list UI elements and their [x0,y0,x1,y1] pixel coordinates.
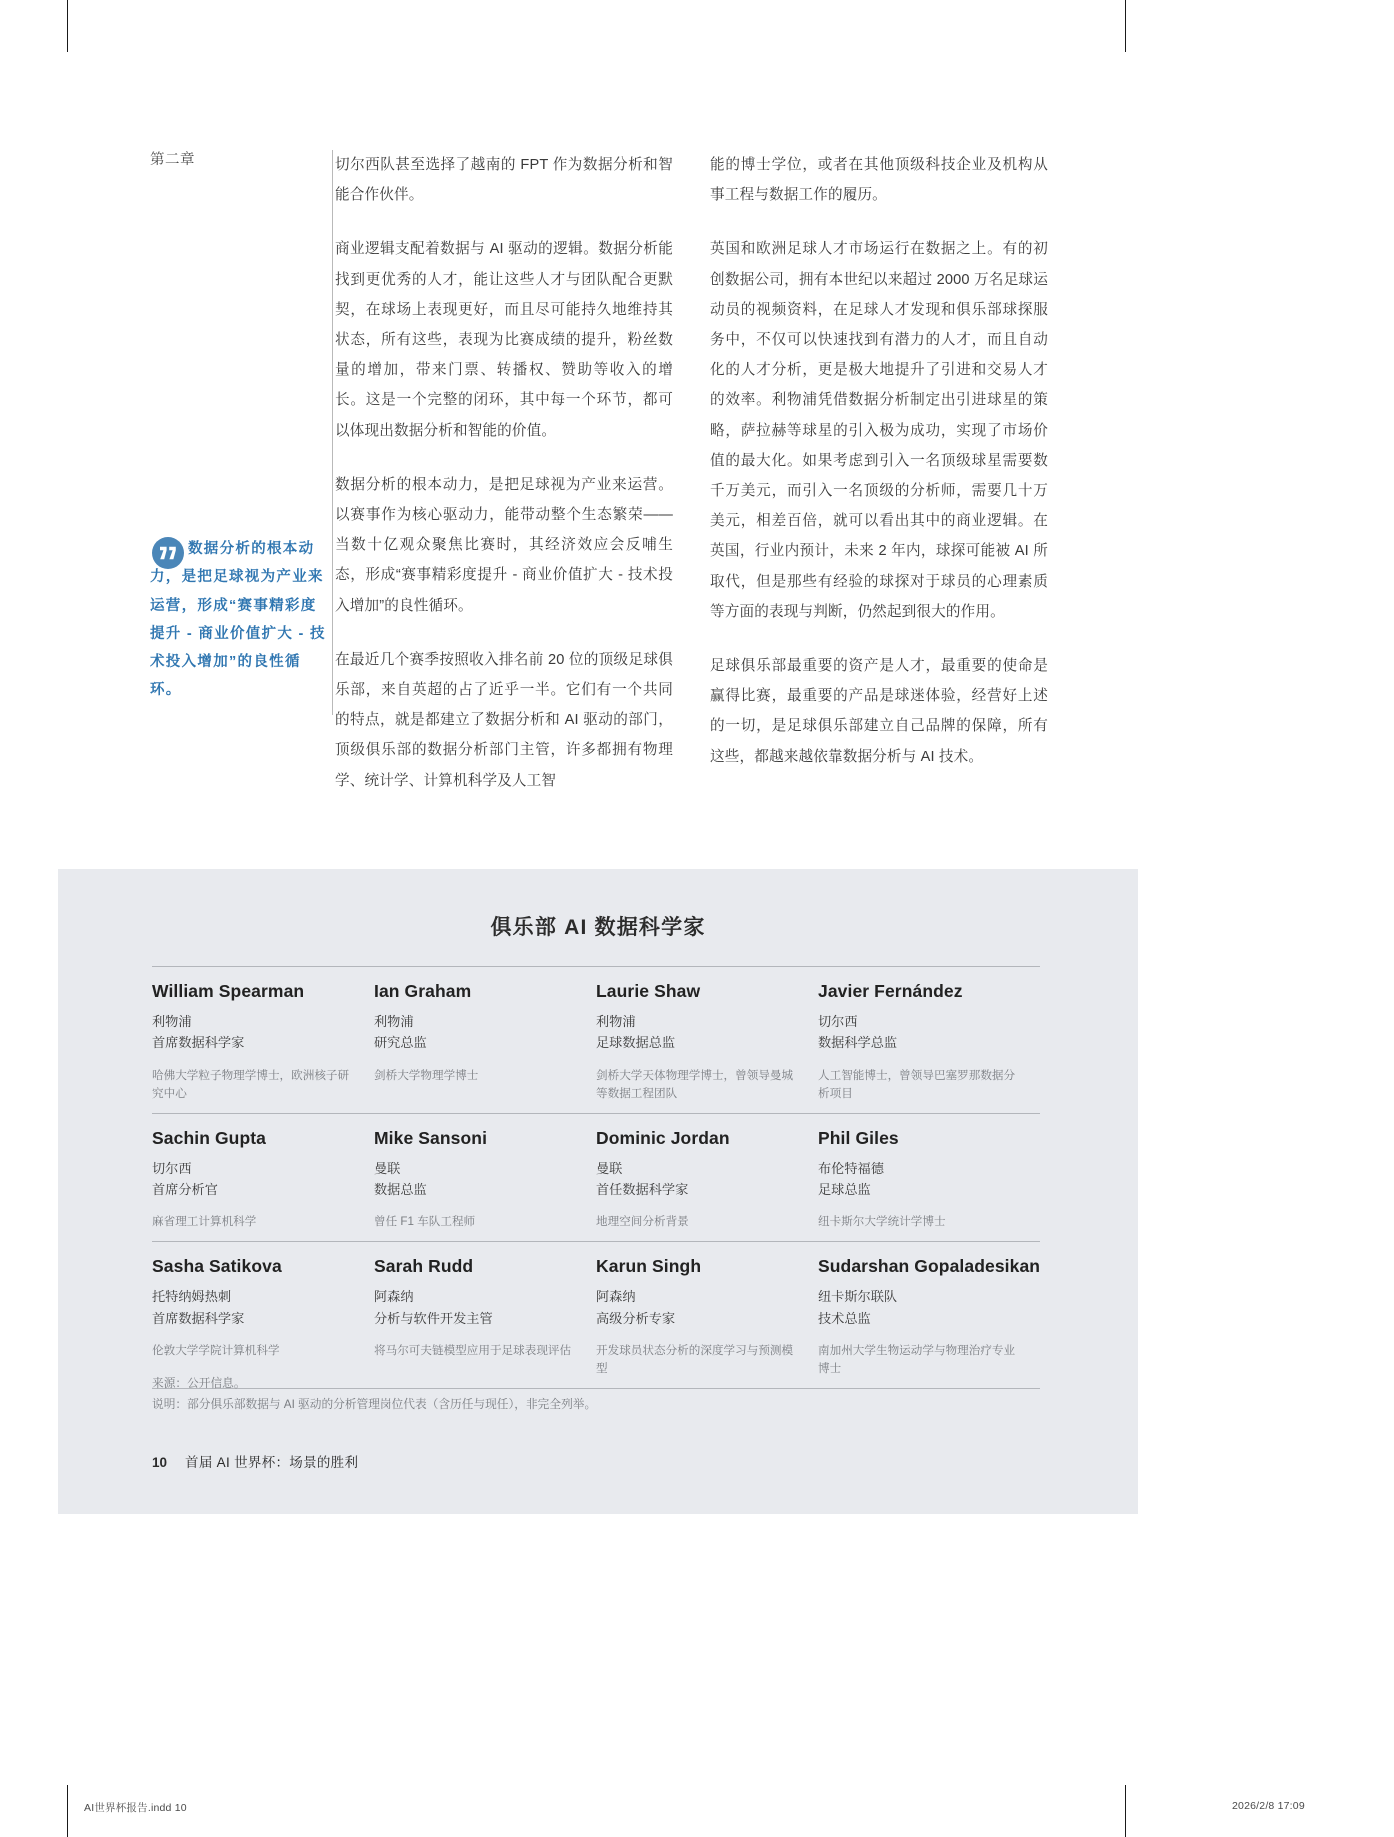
person-club: 利物浦 [596,1014,636,1029]
person-note: 曾任 F1 车队工程师 [374,1215,476,1229]
person-role: 高级分析专家 [596,1310,676,1326]
panel-title: 俱乐部 AI 数据科学家 [490,916,706,939]
paragraph: 英国和欧洲足球人才市场运行在数据之上。有的初创数据公司，拥有本世纪以来超过 2000 万名足球运动员的视频资料，在足球人才发现和俱乐部球探服务中，不仅可以快速找到有潜力的人才，而且自动化的人才分析，更是极大地提升了引进和交易人才的效率。利物浦凭借数据分析制定出引进球星的策略，萨拉赫等球星的引入极为成功，实现了市场价值的最大化。如果考虑到引入一名顶级球星需要数千万美元，而引入一名顶级的分析师，需要几十万美元，相差百倍，就可以看出其中的商业逻辑。在英国，行业内预计，未来 2 年内，球探可能被 AI 所取代，但是那些有经验的球探对于球员的心理素质等方面的表现与判断，仍然起到很大的作用。 [710,241,1048,620]
person-name: Karun Singh [596,1256,702,1277]
person-role: 首任数据科学家 [596,1182,689,1198]
person-name: Sarah Rudd [374,1256,474,1277]
table-cell [818,981,1040,1103]
table-cell [152,1256,374,1378]
person-note: 南加州大学生物运动学与物理治疗专业博士 [818,1344,1016,1376]
person-role: 技术总监 [818,1310,871,1326]
person-note: 人工智能博士，曾领导巴塞罗那数据分析项目 [818,1068,1016,1100]
person-role: 研究总监 [374,1035,427,1051]
data-scientists-table [152,966,1040,1389]
person-name: Sasha Satikova [152,1256,282,1277]
person-name: Ian Graham [374,981,472,1001]
open-quote-icon [152,537,184,569]
text-column-middle [335,150,673,796]
table-cell [374,1256,596,1378]
person-club: 切尔西 [152,1160,192,1176]
person-name: William Spearman [152,981,305,1001]
person-club: 阿森纳 [374,1289,414,1305]
table-cell [818,1256,1040,1378]
paragraph: 在最近几个赛季按照收入排名前 20 位的顶级足球俱乐部，来自英超的占了近乎一半。它们有一个共同的特点，就是都建立了数据分析和 AI 驱动的部门，顶级俱乐部的数据分析部门主管，许多都拥有物理学、统计学、计算机科学及人工智 [335,651,673,789]
person-name: Sudarshan Gopaladesikan [818,1256,1041,1277]
page-number: 10 [152,1455,168,1470]
page-footer [152,1451,358,1471]
person-club: 布伦特福德 [818,1160,884,1176]
explain-note: 说明：部分俱乐部数据与 AI 驱动的分析管理岗位代表（含历任与现任），非完全列举。 [152,1397,597,1411]
person-name: Dominic Jordan [596,1127,730,1148]
pull-quote-text: 数据分析的根本动力，是把足球视为产业来运营，形成“赛事精彩度提升 - 商业价值扩大 - 技术投入增加”的良性循环。 [150,541,326,699]
table-cell [596,981,818,1103]
paragraph: 数据分析的根本动力，是把足球视为产业来运营。以赛事作为核心驱动力，能带动整个生态繁荣——当数十亿观众聚焦比赛时，其经济效应会反哺生态，形成“赛事精彩度提升 - 商业价值扩大 - 技术投入增加”的良性循环。 [335,476,673,614]
person-club: 曼联 [596,1160,623,1176]
column-divider [332,150,333,715]
person-club: 托特纳姆热刺 [152,1289,232,1305]
print-footer-file: AI世界杯报告.indd 10 [84,1802,187,1814]
person-note: 伦敦大学学院计算机科学 [152,1344,280,1358]
person-club: 阿森纳 [596,1289,636,1305]
person-note: 地理空间分析背景 [596,1215,689,1229]
panel-notes [152,1374,1052,1416]
table-cell [596,1128,818,1232]
table-cell [596,1256,818,1378]
person-role: 首席数据科学家 [152,1035,245,1051]
crop-mark-top-left [67,0,68,52]
paragraph: 切尔西队甚至选择了越南的 FPT 作为数据分析和智能合作伙伴。 [335,157,673,204]
person-name: Laurie Shaw [596,981,701,1001]
paragraph: 商业逻辑支配着数据与 AI 驱动的逻辑。数据分析能找到更优秀的人才，能让这些人才与团队配合更默契，在球场上表现更好，而且尽可能持久地维持其状态，所有这些，表现为比赛成绩的提升，粉丝数量的增加，带来门票、转播权、赞助等收入的增长。这是一个完整的闭环，其中每一个环节，都可以体现出数据分析和智能的价值。 [335,241,673,439]
chapter-column [150,150,310,172]
person-role: 首席分析官 [152,1182,218,1198]
person-role: 足球总监 [818,1182,871,1198]
person-club: 切尔西 [818,1014,858,1029]
pull-quote [150,535,330,705]
table-row [152,1113,1040,1242]
person-name: Phil Giles [818,1127,899,1148]
person-role: 足球数据总监 [596,1035,676,1051]
person-name: Mike Sansoni [374,1127,488,1148]
table-cell [374,981,596,1103]
person-note: 纽卡斯尔大学统计学博士 [818,1215,946,1229]
table-cell [152,1128,374,1232]
article-body [150,150,1048,789]
person-role: 数据总监 [374,1182,427,1198]
person-club: 纽卡斯尔联队 [818,1289,898,1305]
table-cell [818,1128,1040,1232]
table-row [152,1241,1040,1388]
person-club: 利物浦 [374,1014,414,1029]
page-footer-title: 首届 AI 世界杯：场景的胜利 [185,1455,359,1470]
person-note: 剑桥大学天体物理学博士，曾领导曼城等数据工程团队 [596,1068,794,1100]
person-note: 哈佛大学粒子物理学博士，欧洲核子研究中心 [152,1068,350,1100]
table-cell [152,981,374,1103]
chapter-label: 第二章 [150,152,195,168]
person-note: 开发球员状态分析的深度学习与预测模型 [596,1344,794,1376]
person-club: 曼联 [374,1160,401,1176]
person-club: 利物浦 [152,1014,192,1029]
crop-mark-top-right [1125,0,1126,52]
source-note: 来源：公开信息。 [152,1377,246,1390]
table-row [152,966,1040,1113]
person-role: 数据科学总监 [818,1035,898,1051]
print-footer-timestamp: 2026/2/8 17:09 [1232,1800,1305,1812]
paragraph: 能的博士学位，或者在其他顶级科技企业及机构从事工程与数据工作的履历。 [710,157,1048,204]
person-name: Javier Fernández [818,981,963,1001]
person-note: 将马尔可夫链模型应用于足球表现评估 [374,1344,572,1358]
person-role: 分析与软件开发主管 [374,1310,493,1326]
data-scientists-panel [58,869,1138,1514]
paragraph: 足球俱乐部最重要的资产是人才，最重要的使命是赢得比赛，最重要的产品是球迷体验，经营好上述的一切，是足球俱乐部建立自己品牌的保障，所有这些，都越来越依靠数据分析与 AI 技术。 [710,658,1048,765]
print-footer [0,1800,1394,1824]
person-note: 麻省理工计算机科学 [152,1215,257,1229]
table-cell [374,1128,596,1232]
person-note: 剑桥大学物理学博士 [374,1068,479,1082]
person-name: Sachin Gupta [152,1127,266,1148]
text-column-right [710,150,1048,772]
person-role: 首席数据科学家 [152,1310,245,1326]
